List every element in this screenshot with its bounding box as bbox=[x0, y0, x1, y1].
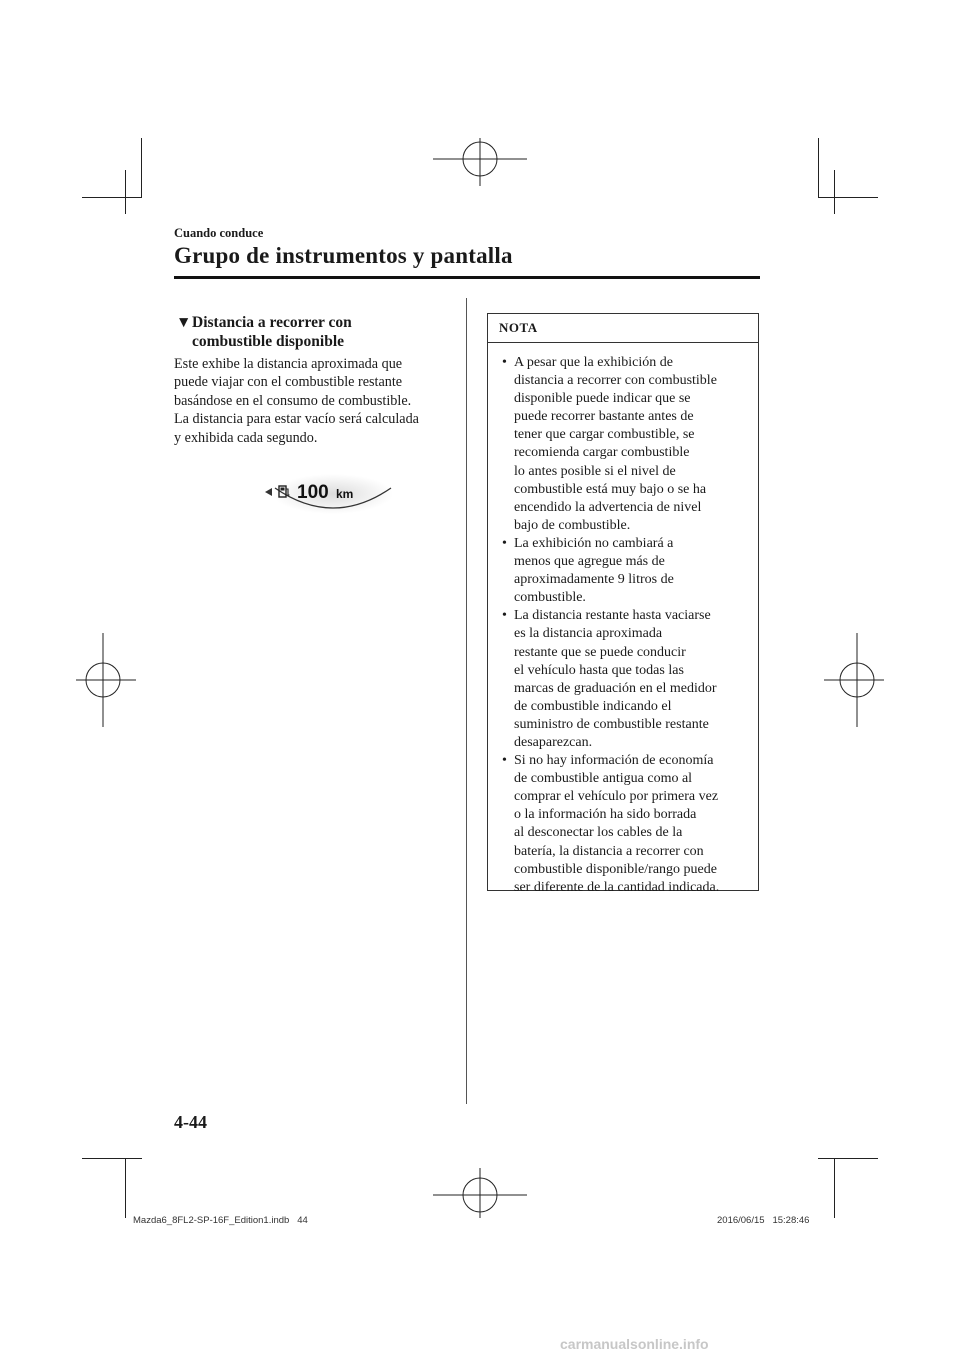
crop-mark bbox=[834, 170, 835, 214]
body-line: puede viajar con el combustible restante bbox=[174, 374, 403, 391]
triangle-down-icon: ▼ bbox=[176, 314, 192, 331]
note-item: • La distancia restante hasta vaciarse es la distancia aproximada restante que se puede conducir el vehículo hasta que todas las marcas de graduación en el medidor de combustible indicando el suministro de combustible restante desaparezcan. bbox=[502, 608, 717, 750]
crop-mark bbox=[818, 1158, 878, 1159]
crop-mark bbox=[82, 197, 142, 198]
note-box bbox=[487, 313, 759, 895]
note-list bbox=[488, 354, 719, 897]
crop-mark bbox=[818, 138, 819, 198]
registration-mark bbox=[433, 1158, 527, 1218]
watermark: carmanualsonline.info bbox=[560, 1336, 709, 1352]
note-item: • A pesar que la exhibición de distancia a recorrer con combustible disponible puede indicar que se puede recorrer bastante antes de tener que cargar combustible, se recomienda cargar combustible lo antes posible si el nivel de combustible está muy bajo o se ha encendido la advertencia de nivel bajo de combustible. bbox=[502, 355, 717, 533]
note-item: • Si no hay información de economía de combustible antigua como al comprar el vehículo por primera vez o la información ha sido borrada al desconectar los cables de la batería, la distancia a recorrer con combustible disponible/rango puede ser diferente de la cantidad indicada. bbox=[502, 753, 720, 895]
title-rule bbox=[174, 276, 760, 279]
registration-mark bbox=[76, 633, 136, 727]
section-body bbox=[174, 355, 456, 447]
bullet-icon: • bbox=[502, 535, 507, 551]
file-info: Mazda6_8FL2-SP-16F_Edition1.indb 44 bbox=[133, 1215, 308, 1226]
registration-mark bbox=[824, 633, 884, 727]
body-line: y exhibida cada segundo. bbox=[174, 429, 318, 446]
crop-mark bbox=[125, 1158, 126, 1218]
section-label: Cuando conduce bbox=[174, 226, 264, 240]
distance-to-empty-display bbox=[253, 466, 413, 516]
section-heading: ▼Distancia a recorrer con combustible disponible bbox=[176, 314, 352, 350]
display-unit: km bbox=[336, 487, 354, 501]
crop-mark bbox=[82, 1158, 142, 1159]
page-number: 4-44 bbox=[174, 1112, 207, 1132]
note-item: • La exhibición no cambiará a menos que agregue más de aproximadamente 9 litros de combustible. bbox=[502, 535, 674, 606]
column-divider bbox=[466, 298, 467, 1104]
crop-mark bbox=[125, 170, 126, 214]
chapter-title: Grupo de instrumentos y pantalla bbox=[174, 243, 513, 268]
registration-mark bbox=[433, 138, 527, 198]
display-value: 100 bbox=[297, 482, 329, 503]
body-line: Este exhibe la distancia aproximada que bbox=[174, 356, 403, 372]
bullet-icon: • bbox=[502, 753, 507, 769]
body-line: basándose en el consumo de combustible. bbox=[174, 392, 412, 409]
bullet-icon: • bbox=[502, 355, 507, 370]
bullet-icon: • bbox=[502, 608, 507, 624]
note-title: NOTA bbox=[488, 314, 758, 343]
body-line: La distancia para estar vacío será calculada bbox=[174, 411, 419, 428]
crop-mark bbox=[818, 197, 878, 198]
print-timestamp: 2016/06/15 15:28:46 bbox=[717, 1215, 810, 1226]
crop-mark bbox=[141, 138, 142, 198]
crop-mark bbox=[834, 1158, 835, 1218]
